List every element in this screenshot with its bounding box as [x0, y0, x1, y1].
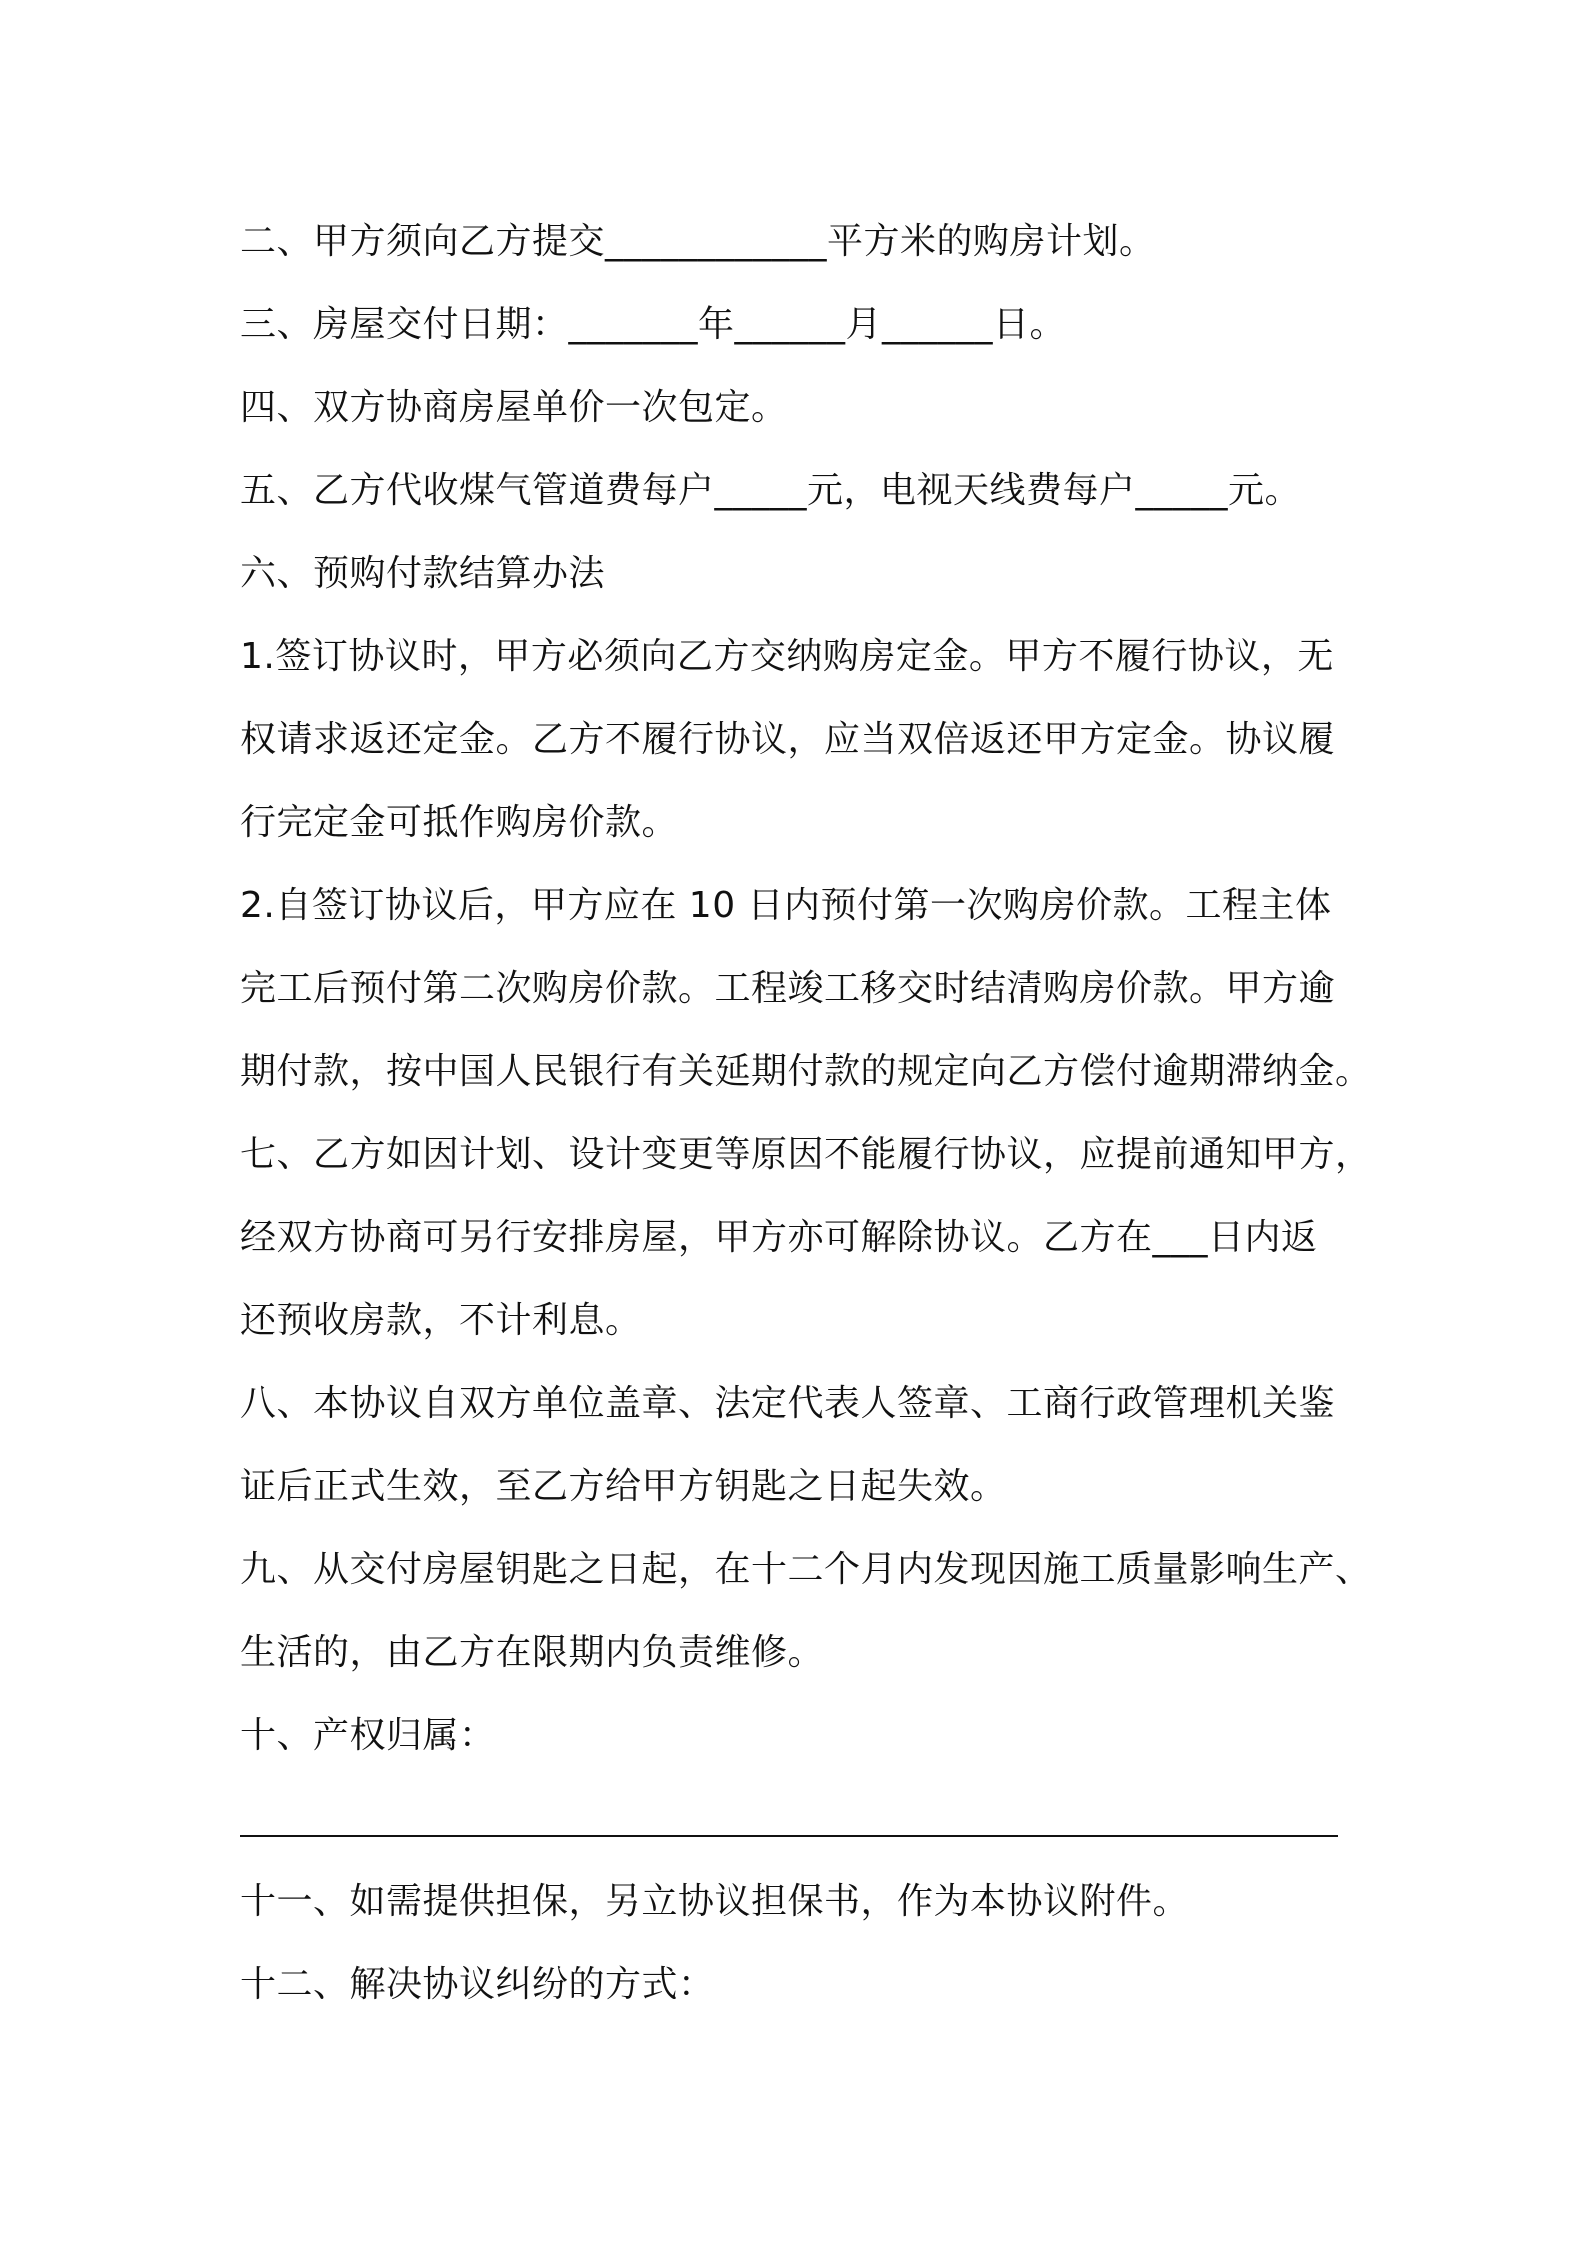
clause-7-line-3: 还预收房款，不计利息。 [240, 1300, 642, 1341]
clause-4-unit-price: 四、双方协商房屋单价一次包定。 [240, 387, 788, 428]
clause-11: 十一、如需提供担保，另立协议担保书，作为本协议附件。 [240, 1881, 1190, 1922]
clause-12: 十二、解决协议纠纷的方式： [240, 1964, 715, 2005]
clause-10-heading: 十、产权归属： [240, 1715, 496, 1756]
underline-rule [240, 1835, 1338, 1837]
clause-8-line-1: 八、本协议自双方单位盖章、法定代表人签章、工商行政管理机关鉴 [240, 1383, 1336, 1424]
clause-6-2-line-3: 期付款，按中国人民银行有关延期付款的规定向乙方偿付逾期滞纳金。 [240, 1051, 1372, 1092]
clause-6-heading: 六、预购付款结算办法 [240, 553, 606, 594]
clause-9-line-1: 九、从交付房屋钥匙之日起，在十二个月内发现因施工质量影响生产、 [240, 1549, 1372, 1590]
blank-fill-line [240, 1777, 1360, 1860]
clause-6-1-line-1: 1.签订协议时，甲方必须向乙方交纳购房定金。甲方不履行协议，无 [240, 636, 1334, 677]
clause-6-2-line-1: 2.自签订协议后，甲方应在 10 日内预付第一次购房价款。工程主体 [240, 885, 1332, 926]
clause-7-line-2: 经双方协商可另行安排房屋，甲方亦可解除协议。乙方在___日内返 [240, 1217, 1318, 1258]
document-body [240, 200, 1372, 2026]
clause-3-delivery-date: 三、房屋交付日期：_______年______月______日。 [240, 304, 1067, 345]
clause-2-purchase-plan: 二、甲方须向乙方提交____________平方米的购房计划。 [240, 221, 1156, 262]
clause-6-1-line-3: 行完定金可抵作购房价款。 [240, 802, 679, 843]
clause-9-line-2: 生活的，由乙方在限期内负责维修。 [240, 1632, 825, 1673]
clause-6-2-line-2: 完工后预付第二次购房价款。工程竣工移交时结清购房价款。甲方逾 [240, 968, 1336, 1009]
clause-7-line-1: 七、乙方如因计划、设计变更等原因不能履行协议，应提前通知甲方， [240, 1134, 1372, 1175]
clause-5-fees: 五、乙方代收煤气管道费每户_____元，电视天线费每户_____元。 [240, 470, 1302, 511]
clause-8-line-2: 证后正式生效，至乙方给甲方钥匙之日起失效。 [240, 1466, 1007, 1507]
clause-6-1-line-2: 权请求返还定金。乙方不履行协议，应当双倍返还甲方定金。协议履 [240, 719, 1336, 760]
